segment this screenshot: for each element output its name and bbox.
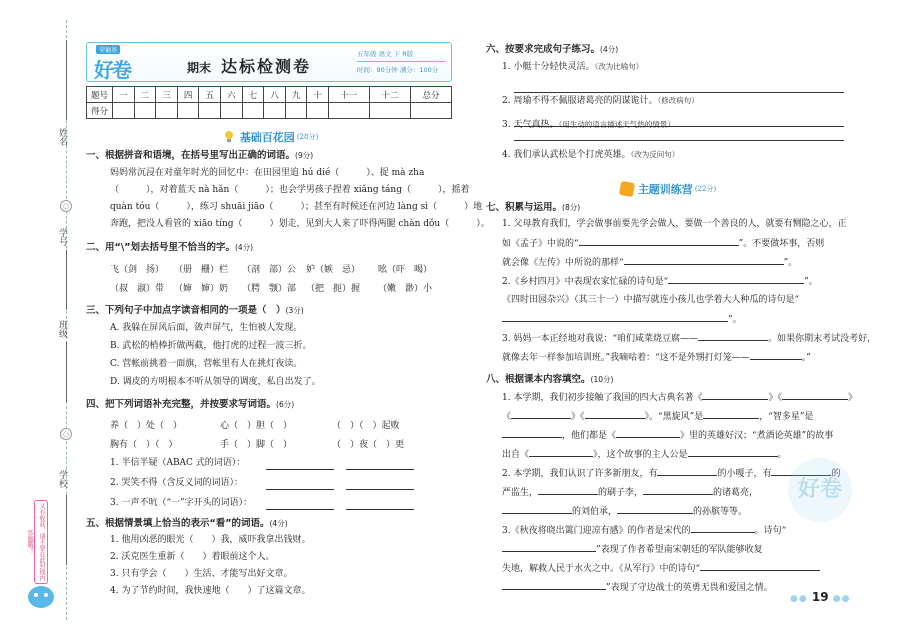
q5-item[interactable]: 2. 沃克医生重新（ ）着眼前这个人。 [110,552,275,562]
grade: 五年级 [357,50,377,58]
q8-text: 》 [847,393,857,403]
q8-line [502,428,833,443]
answer-line[interactable] [346,509,414,510]
term: 下 [393,50,401,58]
answer-blank[interactable] [617,504,693,514]
score-cell[interactable] [307,103,329,119]
q7-line [502,312,742,327]
q6-item-text: 2. 周瑜不得不佩服诸葛亮的阴谋诡计。 [502,96,658,106]
answer-blank[interactable] [703,409,759,419]
q4-task: 3. 一声不吭（“一”字开头的词语）： [110,498,253,508]
q8-text: 《 [502,412,512,422]
score-cell[interactable] [134,103,156,119]
choice-group[interactable]: 吆（吓 喝） [378,265,433,275]
q8-text: 的刷子李， [598,488,644,498]
score-table [86,86,452,119]
answer-line[interactable] [266,489,334,490]
q7-text: 就像去年一样参加培训班。”我嘀咕着：“这不是外甥打灯笼—— [502,353,750,363]
score-col-label: 二 [134,87,156,103]
score-cell[interactable] [177,103,199,119]
question-number-label: 题号 [87,87,113,103]
answer-blank[interactable] [643,485,713,495]
section-points: (28分) [296,133,319,141]
q8-text: ，他们都是《 [562,431,617,441]
answer-blank[interactable] [668,274,804,284]
score-col-label: 四 [177,87,199,103]
brand-logo [90,45,148,82]
score-label: 得分 [87,103,113,119]
score-table-header-row [87,87,452,103]
q2-row-1 [110,262,450,278]
score-cell[interactable] [410,103,451,119]
q5-item[interactable]: 4. 为了节约时间，我快速地（ ）了这篇文章。 [110,586,311,596]
q7-line: 1. 父母教育我们，学会做事前要先学会做人，要做一个善良的人，就要有恻隐之心，正 [502,219,847,229]
q8-text: 出自《 [502,450,530,460]
binding-hole: ○ [60,428,72,440]
choice-group[interactable]: （把 扼）握 [306,284,361,294]
score-col-label: 七 [242,87,264,103]
q8-line [502,485,758,500]
idiom-blank[interactable]: （ ）（ ）起败 [332,421,400,431]
question-7-title [486,200,580,215]
q8-text: 失地，解救人民于水火之中。《从军行》中的诗句“ [502,564,701,574]
q4-task: 2. 哭笑不得（含反义词的词语）： [110,478,243,488]
answer-blank[interactable] [691,523,755,533]
q8-text: 》。“黑旋风”是 [644,412,704,422]
lightbulb-icon [222,130,236,144]
flag-icon [619,181,635,197]
question-points: (4分) [600,45,619,54]
choice-group[interactable]: （叔 淑）带 [110,284,165,294]
answer-blank[interactable] [702,390,768,400]
section-banner-theme [598,180,738,198]
answer-blank[interactable] [585,409,645,419]
mascot-icon [28,586,54,608]
question-5-title [86,516,288,531]
q6-item [502,148,679,162]
answer-blank[interactable] [782,390,848,400]
answer-line[interactable] [346,489,414,490]
answer-blank[interactable] [529,447,593,457]
full-score: 满分：100分 [399,66,439,74]
name-field[interactable] [66,40,67,120]
question-8-title [486,372,613,387]
q1-line: quàn tóu（ ），练习 shuāi jiāo（ ）；甚至有时候还在河边 làng sì（ ）地 [110,202,483,212]
q7-line [502,274,818,289]
brand-tag: 荣德基 [96,45,120,54]
answer-blank[interactable] [579,236,739,246]
q7-text: 。如果你期末考试没考好， [768,334,877,344]
idiom-blank[interactable]: 心（ ）胆（ ） [220,421,293,431]
question-points: (6分) [276,400,295,409]
q7-text: 2.《乡村四月》中表现农家忙碌的诗句是“ [502,277,669,287]
question-text: 五、根据情景填上恰当的表示“看”的词语。 [86,518,270,529]
question-points: (3分) [285,306,304,315]
answer-blank[interactable] [616,428,680,438]
question-points: (9分) [295,151,314,160]
q8-text: ，“智多星”是 [759,412,814,422]
name-label: 姓名 [57,128,67,146]
q8-text: 》《 [571,412,585,422]
q7-text: ”。 [804,277,818,287]
q1-line: 奔跑，把没人看管的 xiāo tíng（ ）划走，见到大人来了吓得两腿 chàn dǒu（ ）。 [110,219,490,229]
idiom-blank[interactable]: 胸有（ ）（ ） [110,440,178,450]
score-cell[interactable] [370,103,411,119]
score-col-label: 十二 [370,87,411,103]
score-col-label: 十 [307,87,329,103]
score-cell[interactable] [113,103,135,119]
exam-title-text: 达标检测卷 [221,57,312,76]
question-1-title [86,148,313,163]
q3-option-b[interactable]: B. 武松的梢棒折做两截，他打虎的过程一波三折。 [110,341,312,351]
score-cell[interactable] [221,103,243,119]
q8-text: 的孙膑等等。 [693,507,748,517]
question-text: 七、积累与运用。 [486,202,563,213]
score-cell[interactable] [242,103,264,119]
class-label: 班级 [57,320,67,338]
question-4-title [86,397,294,412]
exam-prefix: 期末 [187,61,212,75]
q7-text: 如《孟子》中说的“ [502,239,579,249]
question-6-title [486,42,618,57]
section-name: 主题训练营 [637,183,693,196]
question-points: (4分) [234,243,254,252]
answer-blank[interactable] [502,312,728,322]
score-cell[interactable] [199,103,221,119]
q2-row-2 [110,281,450,297]
question-text: 三、下列句子中加点字读音相同的一项是（ ） [86,305,286,316]
score-col-label: 八 [264,87,286,103]
q4-row-1 [110,418,450,434]
grade-info [357,47,449,78]
q5-item[interactable]: 1. 他用凶恶的眼光（ ）我，威吓我拿出钱财。 [110,535,311,545]
q6-item-text: 4. 我们承认武松是个打虎英雄。 [502,150,631,160]
answer-blank[interactable] [688,447,778,457]
section-points: (22分) [694,185,717,193]
decorative-dots: ●● [832,594,851,604]
question-points: (4分) [269,519,288,528]
answer-blank[interactable] [657,466,717,476]
answer-blank[interactable] [502,580,606,590]
student-id-label: 学号 [57,228,67,246]
edition: R版 [402,50,414,58]
q8-line [502,542,763,557]
q6-item-hint: （修改病句） [657,96,699,105]
choice-group[interactable]: 飞（剑 扬） [110,265,165,275]
answer-line[interactable] [514,92,844,93]
answer-line[interactable] [266,469,334,470]
q8-text: 1. 本学期，我们初步接触了我国的四大古典名著《 [502,393,703,403]
q7-line [502,236,824,251]
q7-text: 3. 妈妈一本正经地对我说：“咱们咸菜烧豆腐—— [502,334,699,344]
q8-text: 的小嘎子，有 [717,469,772,479]
choice-group[interactable]: （册 栅）栏 [174,265,229,275]
q8-text: ”表现了守边战士的英勇无畏和爱国之情。 [606,583,773,593]
student-id-field[interactable] [66,250,67,310]
question-points: (10分) [590,375,614,384]
choice-group[interactable]: （婶 婶）奶 [174,284,229,294]
mascot-reminder [20,500,62,610]
page-number-text: 19 [811,590,829,604]
q6-item-text: 1. 小艇十分轻快灵活。 [502,62,595,72]
answer-blank[interactable] [698,331,768,341]
reminder-note: 又有收获，请不要在此封线内答题哦！ [34,500,48,584]
question-text: 四、把下列词语补充完整，并按要求写词语。 [86,399,277,410]
answer-blank[interactable] [538,485,598,495]
q7-text: 。” [801,353,811,363]
subject: 语文 [378,50,392,58]
q8-line [502,580,773,595]
q8-text: 。诗句“ [754,526,787,536]
q7-line: 《四时田园杂兴》（其三十一）中描写就连小孩儿也学着大人种瓜的诗句是“ [502,295,800,305]
answer-blank[interactable] [502,504,572,514]
choice-group[interactable]: 妒（嫉 忌） [306,265,361,275]
score-col-label: 总分 [410,87,451,103]
q8-text: 》里的英雄好汉；“煮酒论英雄”的故事 [680,431,834,441]
question-points: (8分) [562,203,581,212]
school-label: 学校 [57,470,67,488]
decorative-dots: ●● [790,594,808,604]
class-field[interactable] [66,342,67,402]
q8-line [502,409,813,424]
question-text: 六、按要求完成句子练习。 [486,44,601,55]
idiom-blank[interactable]: 养（ ）处（ ） [110,421,183,431]
q4-row-2 [110,437,450,453]
answer-line[interactable] [346,469,414,470]
q3-option-d[interactable]: D. 调皮的方明根本不听从领导的调度，私自出发了。 [110,377,321,387]
q7-line [502,331,876,346]
choice-group[interactable]: （剖 部）公 [242,265,297,275]
page-number [790,590,851,604]
score-cell[interactable] [264,103,286,119]
score-col-label: 三 [156,87,178,103]
answer-blank[interactable] [511,409,571,419]
q7-text: 就会像《左传》中所说的那样“ [502,258,624,268]
q3-option-c[interactable]: C. 营帐前挑着一面旗，营帐里有人在挑灯夜读。 [110,359,303,369]
binding-hole: ○ [60,200,72,212]
question-text: 八、根据课本内容填空。 [486,374,591,385]
brand-name: 好卷 [94,58,130,82]
score-col-label: 六 [221,87,243,103]
q8-text: 的 [831,469,841,479]
q8-text: 》《 [768,393,782,403]
answer-blank[interactable] [700,561,820,571]
q7-line [502,255,797,270]
exam-header [86,42,452,82]
q8-text: 严监生， [502,488,539,498]
choice-group[interactable]: （腭 颚）部 [242,284,297,294]
binding-margin [0,0,82,640]
q8-text: 3.《秋夜将晓出篱门迎凉有感》的作者是宋代的 [502,526,691,536]
q6-item-hint: （改为比喻句） [594,62,644,71]
choice-group[interactable]: （嫩 渺）小 [378,284,433,294]
q8-text: 。 [777,450,787,460]
score-col-label: 五 [199,87,221,103]
section-banner-basic [200,128,340,146]
score-col-label: 十一 [329,87,370,103]
question-text: 一、根据拼音和语境，在括号里写出正确的词语。 [86,150,296,161]
q6-item [502,60,643,74]
q8-line [502,523,786,538]
question-3-title [86,303,304,318]
q7-text: ”。不要做坏事，否则 [738,239,825,249]
score-cell[interactable] [156,103,178,119]
question-2-title [86,240,253,255]
answer-blank[interactable] [750,350,802,360]
q6-item-text: 3. 天气真热。 [502,120,559,130]
q8-line [502,504,747,519]
q8-text: 》，这个故事的主人公是 [593,450,688,460]
score-cell[interactable] [285,103,307,119]
q5-item[interactable]: 3. 只有学会（ ）生活、才能写出好文章。 [110,569,293,579]
watermark-logo: 好卷 [788,458,852,522]
q8-text: ”表现了作者希望南宋朝廷的军队能够收复 [596,545,763,555]
question-text: 二、用“\”划去括号里不恰当的字。 [86,242,235,253]
score-col-label: 九 [285,87,307,103]
score-cell[interactable] [329,103,370,119]
idiom-blank[interactable]: 手（ ）脚（ ） [220,440,293,450]
q1-line: （ ），对着蓝天 nà hǎn（ ）；也会学男孩子捏着 xiǎng táng（ ），摇着 [110,185,470,195]
q7-text: ”。 [783,258,798,268]
q8-text: 的诸葛亮， [713,488,759,498]
answer-blank[interactable] [502,542,596,552]
answer-line[interactable] [514,140,844,141]
section-name: 基础百花园 [239,131,295,144]
q6-item-hint: （改为反问句） [630,150,680,159]
q8-line [502,447,787,462]
q6-item [502,118,675,132]
exam-time: 时间：90分钟 [357,66,398,74]
score-col-label: 一 [113,87,135,103]
exam-title [187,54,311,77]
q8-text: 2. 本学期，我们认识了许多新朋友，有 [502,469,658,479]
q8-line [502,561,820,576]
q6-item [502,94,699,108]
q6-item-hint: （用生动的语言描述天气热的情景） [558,120,675,129]
score-table-score-row [87,103,452,119]
answer-line[interactable] [266,509,334,510]
q4-task: 1. 半信半疑（ABAC 式的词语）： [110,458,246,468]
q7-text: ”。 [728,315,742,325]
q3-option-a[interactable]: A. 我躲在屏风后面，敛声屏气，生怕被人发现。 [110,323,303,333]
q7-line [502,350,811,365]
answer-blank[interactable] [502,428,562,438]
q8-line [502,390,857,405]
idiom-blank[interactable]: （ ）夜（ ）更 [332,440,405,450]
q1-line: 妈妈常沉浸在对童年时光的回忆中：在田园里追 hú dié（ ）、捉 mà zha [110,168,425,178]
school-field[interactable] [66,495,67,565]
q8-text: 的刘伯承， [572,507,618,517]
answer-blank[interactable] [624,255,784,265]
